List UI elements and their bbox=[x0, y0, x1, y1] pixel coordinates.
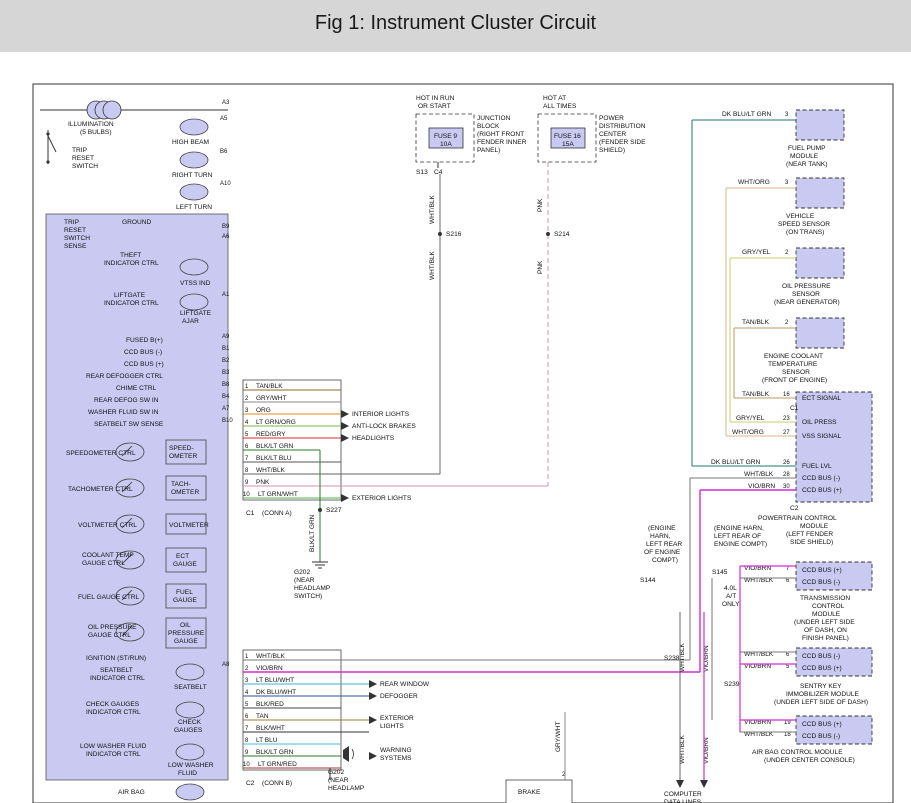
ground-g202-l1: G202 bbox=[294, 569, 311, 576]
c2-wire-2: VIO/BRN bbox=[256, 665, 283, 672]
wire-tan-blk-ect: TAN/BLK bbox=[742, 319, 769, 326]
pdc-l3: CENTER bbox=[599, 131, 627, 138]
c1-pin-4: 4 bbox=[245, 420, 249, 426]
bulb-icon bbox=[103, 101, 121, 119]
label-tachometer-ctrl: TACHOMETER CTRL bbox=[68, 486, 133, 493]
vss-l1: VEHICLE bbox=[786, 213, 815, 220]
diagram-canvas bbox=[0, 52, 911, 803]
acm-wire-1: VIO/BRN bbox=[744, 719, 772, 726]
label-illumination-sub: (5 BULBS) bbox=[80, 129, 112, 136]
c2-pin-2: 2 bbox=[245, 666, 249, 672]
acm-sig-1: CCD BUS (+) bbox=[802, 721, 842, 728]
label-ground: GROUND bbox=[122, 219, 152, 226]
label-reset: RESET bbox=[72, 155, 94, 162]
label-switch2: SWITCH bbox=[64, 235, 91, 242]
label-right-turn: RIGHT TURN bbox=[172, 172, 213, 179]
acm-name-2: (UNDER CENTER CONSOLE) bbox=[764, 757, 855, 764]
pin-B1: B1 bbox=[222, 346, 230, 352]
fuse-16-rating: 15A bbox=[562, 141, 574, 148]
c1-pin-2: 2 bbox=[245, 396, 249, 402]
c2-label: C2 bbox=[246, 780, 255, 787]
tcm-note-3: ONLY bbox=[722, 601, 740, 608]
label-liftgate-sub: INDICATOR CTRL bbox=[104, 300, 159, 307]
pin-A10: A10 bbox=[220, 181, 231, 187]
wire-label-wht-blk-v2: WHT/BLK bbox=[679, 735, 686, 764]
wire-label-gry-wht: GRY/WHT bbox=[555, 721, 562, 752]
ect-l4: (FRONT OF ENGINE) bbox=[762, 377, 828, 384]
harness-note1-l4: OF ENGINE bbox=[644, 549, 681, 556]
pin-B8: B8 bbox=[222, 382, 230, 388]
pcm-sig-4: FUEL LVL bbox=[802, 463, 832, 470]
splice-s238: S238 bbox=[664, 655, 680, 662]
hot-all-times-l1: HOT AT bbox=[543, 95, 567, 102]
pcm-conn-c2: C2 bbox=[790, 505, 799, 512]
c2-pin-7: 7 bbox=[245, 726, 249, 732]
junction-block-l4: FENDER INNER bbox=[477, 139, 527, 146]
harness-note2-l1: (ENGINE HARN, bbox=[714, 525, 764, 532]
wire-label-vio-brn-v2: VIO/BRN bbox=[703, 737, 710, 764]
c1-wire-3: ORG bbox=[256, 407, 271, 414]
wire-label-vio-brn-v: VIO/BRN bbox=[703, 645, 710, 672]
label-voltmeter: VOLTMETER bbox=[169, 522, 209, 529]
tcm-note-1: 4.0L bbox=[724, 585, 737, 592]
pcm-wire-3: WHT/ORG bbox=[732, 429, 764, 436]
pin-B6: B6 bbox=[220, 149, 228, 155]
skim-wire-2: VIO/BRN bbox=[744, 663, 772, 670]
label-chime-ctrl: CHIME CTRL bbox=[116, 385, 157, 392]
c2-wire-4: DK BLU/WHT bbox=[256, 689, 297, 696]
wire-label-pnk-2: PNK bbox=[537, 260, 544, 274]
c1-wire-5: RED/GRY bbox=[256, 431, 286, 438]
splice-s227: S227 bbox=[326, 507, 342, 514]
label-check-2: GAUGES bbox=[174, 727, 203, 734]
acm-sig-2: CCD BUS (-) bbox=[802, 733, 841, 740]
splice-s214: S214 bbox=[554, 231, 570, 238]
wire-label-wht-blk-1: WHT/BLK bbox=[429, 195, 436, 224]
instrument-cluster-circuit bbox=[0, 52, 911, 803]
ect-l2: TEMPERATURE bbox=[768, 361, 818, 368]
wire-dk-blu-lt-grn-fp: DK BLU/LT GRN bbox=[722, 111, 772, 118]
tcm-name-2: CONTROL bbox=[812, 603, 845, 610]
c1-sub: (CONN A) bbox=[262, 510, 292, 517]
label-coolant-temp: COOLANT TEMP bbox=[82, 552, 134, 559]
pcm-name-2: MODULE bbox=[800, 523, 829, 530]
label-washer-1: LOW WASHER bbox=[168, 762, 214, 769]
c1-pin-6: 6 bbox=[245, 444, 249, 450]
label-theft: THEFT bbox=[120, 252, 142, 259]
c2-dest-systems: SYSTEMS bbox=[380, 755, 412, 762]
label-ccd-pos: CCD BUS (+) bbox=[124, 361, 164, 368]
c1-pin-7: 7 bbox=[245, 456, 249, 462]
splice-s239: S239 bbox=[724, 681, 740, 688]
label-speedometer-2: OMETER bbox=[169, 453, 198, 460]
pcm-name-1: POWERTRAIN CONTROL bbox=[758, 515, 837, 522]
pcm-pin-2: 23 bbox=[783, 416, 790, 422]
skim-pin-2: 5 bbox=[786, 664, 790, 670]
pcm-sig-2: OIL PRESS bbox=[802, 419, 837, 426]
tcm-note-2: A/T bbox=[726, 593, 737, 600]
fuel-pump-l1: FUEL PUMP bbox=[788, 145, 826, 152]
c1-wire-2: GRY/WHT bbox=[256, 395, 287, 402]
skim-name-1: SENTRY KEY bbox=[800, 683, 842, 690]
c2-pin-3: 3 bbox=[245, 678, 249, 684]
wire-wht-org-vss: WHT/ORG bbox=[738, 179, 770, 186]
c2-wire-6: TAN bbox=[256, 713, 269, 720]
c2-dest-defogger: DEFOGGER bbox=[380, 693, 418, 700]
pin-vss: 3 bbox=[785, 180, 789, 186]
label-oil-ctrl-sub: GAUGE CTRL bbox=[88, 632, 131, 639]
label-washer-2: FLUID bbox=[178, 770, 198, 777]
pin-fuel-pump: 3 bbox=[785, 112, 789, 118]
c1-label: C1 bbox=[246, 510, 255, 517]
skim-sig-1: CCD BUS (-) bbox=[802, 653, 841, 660]
tcm-name-4: (UNDER LEFT SIDE bbox=[794, 619, 855, 626]
splice-s145: S145 bbox=[712, 569, 728, 576]
c1-pin-5: 5 bbox=[245, 432, 249, 438]
vss-l3: (ON TRANS) bbox=[786, 229, 825, 236]
vss-l2: SPEED SENSOR bbox=[778, 221, 831, 228]
ground-g202-l2: (NEAR bbox=[294, 577, 315, 584]
harness-note2-l2: LEFT REAR OF bbox=[714, 533, 762, 540]
skim-pin-1: 6 bbox=[786, 652, 790, 658]
acm-wire-2: WHT/BLK bbox=[744, 731, 774, 738]
c1-dest-interior-lights: INTERIOR LIGHTS bbox=[352, 411, 410, 418]
label-ect-2: GAUGE bbox=[173, 561, 197, 568]
c1-wire-8: WHT/BLK bbox=[256, 467, 285, 474]
wire-label-pnk-1: PNK bbox=[537, 198, 544, 212]
fuel-pump-module bbox=[796, 110, 844, 140]
c2-dest-warning: WARNING bbox=[380, 747, 412, 754]
label-speedometer-ctrl: SPEEDOMETER CTRL bbox=[66, 450, 136, 457]
junction-block-l3: (RIGHT FRONT bbox=[477, 131, 525, 138]
pcm-wire-5: WHT/BLK bbox=[744, 471, 774, 478]
fuse-16-name: FUSE 16 bbox=[554, 133, 581, 140]
skim-name-3: (UNDER LEFT SIDE OF DASH) bbox=[774, 699, 869, 706]
splice-s144: S144 bbox=[640, 577, 656, 584]
c2-wire-7: BLK/WHT bbox=[256, 725, 285, 732]
pin-B4: B4 bbox=[222, 394, 230, 400]
pin-A8: A8 bbox=[222, 662, 230, 668]
pcm-pin-4: 26 bbox=[783, 460, 790, 466]
c1-pin-1: 1 bbox=[245, 384, 249, 390]
harness-note1-l1: (ENGINE bbox=[648, 525, 676, 532]
tcm-sig-2: CCD BUS (-) bbox=[802, 579, 841, 586]
tcm-wire-1: VIO/BRN bbox=[744, 565, 772, 572]
label-washer-sw: WASHER FLUID SW IN bbox=[88, 409, 159, 416]
c1-wire-7: BLK/LT BLU bbox=[256, 455, 292, 462]
label-ignition: IGNITION (ST/RUN) bbox=[86, 655, 147, 662]
acm-pin-1: 19 bbox=[784, 720, 791, 726]
c2-pin-4: 4 bbox=[245, 690, 249, 696]
label-oil-1: OIL bbox=[180, 622, 191, 629]
label-voltmeter-ctrl: VOLTMETER CTRL bbox=[78, 522, 137, 529]
label-sense: SENSE bbox=[64, 243, 87, 250]
c1-wire-10: LT GRN/WHT bbox=[258, 491, 298, 498]
tcm-name-3: MODULE bbox=[812, 611, 841, 618]
pcm-pin-5: 28 bbox=[783, 472, 790, 478]
ground-g202b-l2: (NEAR bbox=[328, 777, 349, 784]
label-fuel-gauge-ctrl: FUEL GAUGE CTRL bbox=[78, 594, 140, 601]
conn-c4: C4 bbox=[434, 169, 443, 176]
hot-all-times-l2: ALL TIMES bbox=[543, 103, 577, 110]
pcm-name-3: (LEFT FENDER bbox=[786, 531, 834, 538]
pcm-wire-4: DK BLU/LT GRN bbox=[711, 459, 761, 466]
brake-label: BRAKE bbox=[518, 789, 541, 796]
c1-pin-9: 9 bbox=[245, 480, 249, 486]
label-theft-sub: INDICATOR CTRL bbox=[104, 260, 159, 267]
c2-dest-rear-window: REAR WINDOW bbox=[380, 681, 430, 688]
ect-l1: ENGINE COOLANT bbox=[764, 353, 823, 360]
hot-in-run-l1: HOT IN RUN bbox=[416, 95, 455, 102]
junction-block-l5: PANEL) bbox=[477, 147, 501, 154]
c2-dest-exterior: EXTERIOR bbox=[380, 715, 414, 722]
pin-B10: B10 bbox=[222, 418, 233, 424]
c2-wire-10: LT GRN/RED bbox=[258, 761, 297, 768]
c1-dest-exterior-lights: EXTERIOR LIGHTS bbox=[352, 495, 412, 502]
label-ajar: AJAR bbox=[182, 318, 199, 325]
pin-A7: A7 bbox=[222, 406, 230, 412]
c1-wire-1: TAN/BLK bbox=[256, 383, 283, 390]
c2-pin-9: 9 bbox=[245, 750, 249, 756]
label-illumination: ILLUMINATION bbox=[68, 121, 114, 128]
label-vtss: VTSS IND bbox=[180, 280, 211, 287]
label-airbag: AIR BAG bbox=[118, 789, 145, 796]
pin-B3: B3 bbox=[222, 370, 230, 376]
c2-wire-9: BLK/LT GRN bbox=[256, 749, 294, 756]
label-oil-2: PRESSURE bbox=[168, 630, 205, 637]
pin-B9: B9 bbox=[222, 224, 230, 230]
label-seatbelt-ind-sub: INDICATOR CTRL bbox=[90, 675, 145, 682]
label-rear-defog-ctrl: REAR DEFOGGER CTRL bbox=[86, 373, 163, 380]
ect-l3: SENSOR bbox=[782, 369, 810, 376]
label-switch: SWITCH bbox=[72, 163, 99, 170]
pcm-sig-6: CCD BUS (+) bbox=[802, 487, 842, 494]
computer-data-l2: DATA LINES bbox=[664, 799, 702, 803]
label-high-beam: HIGH BEAM bbox=[172, 139, 210, 146]
ground-g202-l4: SWITCH) bbox=[294, 593, 323, 600]
c2-wire-5: BLK/RED bbox=[256, 701, 284, 708]
label-seatbelt-ind: SEATBELT bbox=[100, 667, 133, 674]
c2-sub: (CONN B) bbox=[262, 780, 293, 787]
harness-note2-l3: ENGINE COMPT) bbox=[714, 541, 768, 548]
splice-s227-dot bbox=[318, 508, 322, 512]
c2-dest-lights: LIGHTS bbox=[380, 723, 404, 730]
pcm-pin-3: 27 bbox=[783, 430, 790, 436]
tcm-name-1: TRANSMISSION bbox=[800, 595, 851, 602]
label-liftgate: LIFTGATE bbox=[114, 292, 146, 299]
harness-note1-l2: HARN, bbox=[650, 533, 671, 540]
wire-label-wht-blk-2: WHT/BLK bbox=[429, 251, 436, 280]
pin-A1: A1 bbox=[222, 292, 230, 298]
brake-pin-2: 2 bbox=[562, 772, 566, 778]
splice-s216: S216 bbox=[446, 231, 462, 238]
wire-gry-yel-ops: GRY/YEL bbox=[742, 249, 771, 256]
ground-g202b-l1: G202 bbox=[328, 769, 345, 776]
skim-wire-1: WHT/BLK bbox=[744, 651, 774, 658]
label-check-gauges-ctrl: CHECK GAUGES bbox=[86, 701, 140, 708]
label-trip2: TRIP bbox=[64, 219, 80, 226]
label-oil-ctrl: OIL PRESSURE bbox=[88, 624, 137, 631]
pcm-wire-2: GRY/YEL bbox=[736, 415, 765, 422]
wire-label-wht-blk-v: WHT/BLK bbox=[679, 643, 686, 672]
label-low-washer-ctrl: LOW WASHER FLUID bbox=[80, 743, 147, 750]
splice-s216-dot bbox=[438, 232, 442, 236]
pin-B2: B2 bbox=[222, 358, 230, 364]
acm-name-1: AIR BAG CONTROL MODULE bbox=[752, 749, 843, 756]
pcm-module bbox=[796, 392, 872, 502]
pcm-sig-3: VSS SIGNAL bbox=[802, 433, 842, 440]
junction-block-l2: BLOCK bbox=[477, 123, 500, 130]
computer-data-l1: COMPUTER bbox=[664, 791, 702, 798]
tcm-name-5: OF DASH, ON bbox=[804, 627, 847, 634]
fuel-pump-l2: MODULE bbox=[790, 153, 819, 160]
label-fused-b: FUSED B(+) bbox=[126, 337, 163, 344]
fuse-9-name: FUSE 9 bbox=[434, 133, 458, 140]
acm-pin-2: 18 bbox=[784, 732, 791, 738]
wire-blk-lt-grn: BLK/LT GRN bbox=[309, 514, 316, 552]
label-tachometer-2: OMETER bbox=[171, 489, 200, 496]
pcm-name-4: SIDE SHIELD) bbox=[790, 539, 834, 546]
label-low-washer-ctrl-sub: INDICATOR CTRL bbox=[86, 751, 141, 758]
label-ect-1: ECT bbox=[176, 553, 190, 560]
c1-wire-6: BLK/LT GRN bbox=[256, 443, 294, 450]
label-fuel-2: GAUGE bbox=[173, 597, 197, 604]
page-title: Fig 1: Instrument Cluster Circuit bbox=[314, 12, 597, 34]
pin-ops: 2 bbox=[785, 250, 789, 256]
oil-pressure-sensor bbox=[796, 248, 844, 278]
label-liftgate1: LIFTGATE bbox=[180, 310, 212, 317]
page-header bbox=[0, 0, 911, 52]
tcm-name-6: FINISH PANEL) bbox=[802, 635, 849, 642]
junction-block-l1: JUNCTION bbox=[477, 115, 511, 122]
label-speedometer-1: SPEED- bbox=[169, 445, 194, 452]
harness-note1-l3: LEFT REAR bbox=[646, 541, 683, 548]
c2-pin-5: 5 bbox=[245, 702, 249, 708]
pcm-pin-6: 30 bbox=[783, 484, 790, 490]
ect-sensor bbox=[796, 318, 844, 348]
c1-dest-abs: ANTI-LOCK BRAKES bbox=[352, 423, 416, 430]
label-check-gauges-ctrl-sub: INDICATOR CTRL bbox=[86, 709, 141, 716]
label-seatbelt: SEATBELT bbox=[174, 684, 207, 691]
ops-l1: OIL PRESSURE bbox=[782, 283, 831, 290]
c2-pin-8: 8 bbox=[245, 738, 249, 744]
c2-wire-3: LT BLU/WHT bbox=[256, 677, 295, 684]
label-check-1: CHECK bbox=[178, 719, 202, 726]
label-left-turn: LEFT TURN bbox=[176, 204, 213, 211]
label-fuel-1: FUEL bbox=[176, 589, 193, 596]
label-coolant-temp-sub: GAUGE CTRL bbox=[82, 560, 125, 567]
pdc-l4: (FENDER SIDE bbox=[599, 139, 646, 146]
c1-wire-9: PNK bbox=[256, 479, 270, 486]
c2-pin-6: 6 bbox=[245, 714, 249, 720]
conn-s13: S13 bbox=[416, 169, 428, 176]
hot-in-run-l2: OR START bbox=[418, 103, 451, 110]
c1-pin-3: 3 bbox=[245, 408, 249, 414]
fuse-9-rating: 10A bbox=[440, 141, 452, 148]
label-oil-3: GAUGE bbox=[174, 638, 198, 645]
pcm-wire-1: TAN/BLK bbox=[742, 391, 769, 398]
pin-ect: 2 bbox=[785, 320, 789, 326]
c1-wire-4: LT GRN/ORG bbox=[256, 419, 296, 426]
tcm-pin-1: 7 bbox=[786, 566, 790, 572]
c2-wire-8: LT BLU bbox=[256, 737, 278, 744]
pin-A6: A6 bbox=[222, 234, 230, 240]
pin-A3: A3 bbox=[222, 100, 230, 106]
pdc-l1: POWER bbox=[599, 115, 624, 122]
label-tachometer-1: TACH- bbox=[171, 481, 191, 488]
skim-name-2: IMMOBILIZER MODULE bbox=[786, 691, 859, 698]
ops-l3: (NEAR GENERATOR) bbox=[774, 299, 840, 306]
harness-note1-l5: COMPT) bbox=[652, 557, 679, 564]
pcm-conn-c1: C1 bbox=[790, 405, 799, 412]
skim-sig-2: CCD BUS (+) bbox=[802, 665, 842, 672]
label-ccd-neg: CCD BUS (-) bbox=[124, 349, 163, 356]
c1-pin-10: 10 bbox=[243, 492, 250, 498]
c2-pin-10: 10 bbox=[243, 762, 250, 768]
label-reset2: RESET bbox=[64, 227, 86, 234]
pdc-l2: DISTRIBUTION bbox=[599, 123, 646, 130]
vehicle-speed-sensor bbox=[796, 178, 844, 208]
pcm-sig-5: CCD BUS (-) bbox=[802, 475, 841, 482]
pcm-pin-1: 16 bbox=[783, 392, 790, 398]
c2-pin-1: 1 bbox=[245, 654, 249, 660]
c1-pin-8: 8 bbox=[245, 468, 249, 474]
tcm-sig-1: CCD BUS (+) bbox=[802, 567, 842, 574]
ground-g202b-l3: HEADLAMP bbox=[328, 785, 365, 792]
pin-A9: A9 bbox=[222, 334, 230, 340]
fuel-pump-l3: (NEAR TANK) bbox=[786, 161, 828, 168]
label-rear-defog-sw: REAR DEFOG SW IN bbox=[94, 397, 159, 404]
label-trip: TRIP bbox=[72, 147, 88, 154]
pcm-sig-1: ECT SIGNAL bbox=[802, 395, 842, 402]
pdc-l5: SHIELD) bbox=[599, 147, 626, 154]
ops-l2: SENSOR bbox=[792, 291, 820, 298]
c2-wire-1: WHT/BLK bbox=[256, 653, 285, 660]
tcm-wire-2: WHT/BLK bbox=[744, 577, 774, 584]
pcm-wire-6: VIO/BRN bbox=[748, 483, 776, 490]
label-seatbelt-sw: SEATBELT SW SENSE bbox=[94, 421, 164, 428]
c1-dest-headlights: HEADLIGHTS bbox=[352, 435, 395, 442]
pin-A5: A5 bbox=[220, 116, 228, 122]
ground-g202-l3: HEADLAMP bbox=[294, 585, 331, 592]
splice-s214-dot bbox=[546, 232, 550, 236]
tcm-pin-2: 6 bbox=[786, 578, 790, 584]
